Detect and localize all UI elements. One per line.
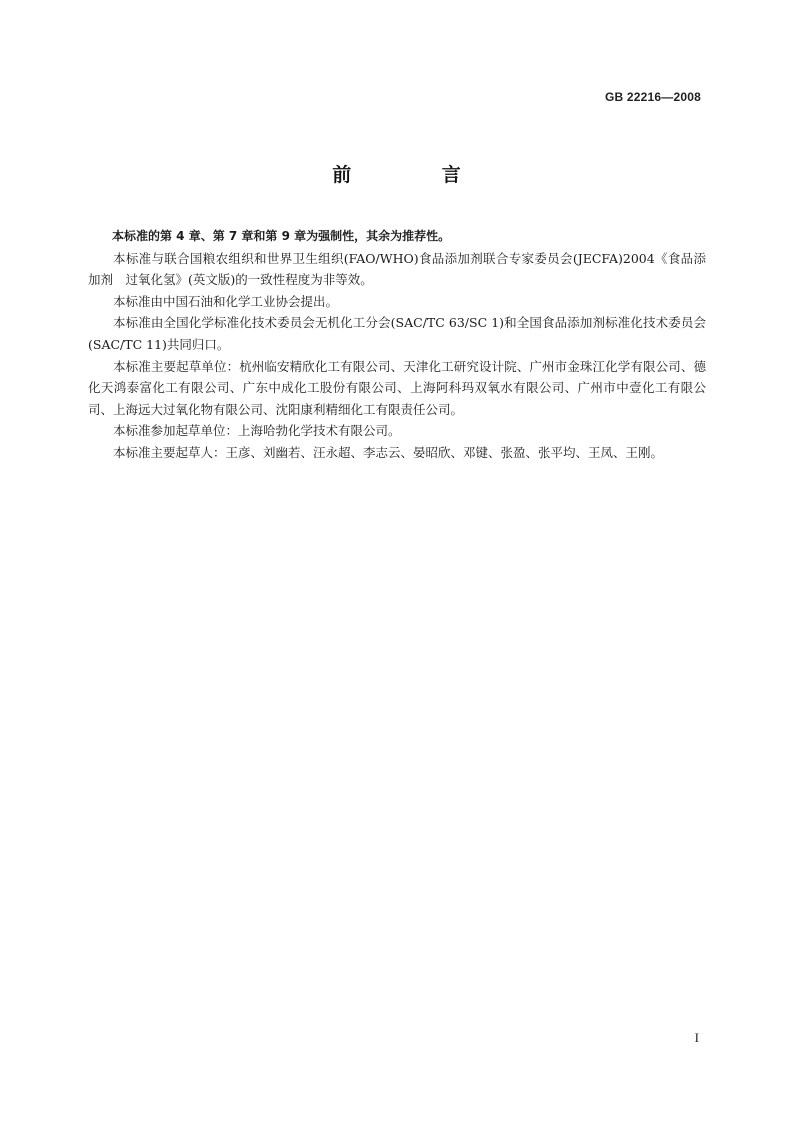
page-title: 前 言	[332, 164, 503, 186]
paragraph-drafters: 本标准主要起草人：王彦、刘幽若、汪永超、李志云、晏昭欣、邓键、张盈、张平均、王凤、王刚。	[113, 444, 664, 460]
paragraph-participating-unit: 本标准参加起草单位：上海哈勃化学技术有限公司。	[113, 423, 401, 439]
paragraph-proposer: 本标准由中国石油和化学工业协会提出。	[113, 293, 339, 309]
paragraph-drafting-units: 本标准主要起草单位：杭州临安精欣化工有限公司、天津化工研究设计院、广州市金珠江化学有限公司、德化天鸿泰富化工有限公司、广东中成化工股份有限公司、上海阿科玛双氧水有限公司、广州市中壹化工有限公司、上海远大过氧化物有限公司、沈阳康利精细化工有限责任公司。	[88, 358, 706, 417]
paragraph-centralized: 本标准由全国化学标准化技术委员会无机化工分会(SAC/TC 63/SC 1)和全国食品添加剂标准化技术委员会(SAC/TC 11)共同归口。	[88, 315, 706, 352]
paragraph-mandatory-clauses: 本标准的第 4 章、第 7 章和第 9 章为强制性，其余为推荐性。	[112, 229, 451, 243]
foreword-body	[88, 226, 706, 464]
page-number: I	[694, 1030, 699, 1045]
standard-number: GB 22216—2008	[605, 90, 701, 104]
paragraph-consistency: 本标准与联合国粮农组织和世界卫生组织(FAO/WHO)食品添加剂联合专家委员会(JECFA)2004《食品添加剂 过氧化氢》(英文版)的一致性程度为非等效。	[88, 250, 706, 288]
